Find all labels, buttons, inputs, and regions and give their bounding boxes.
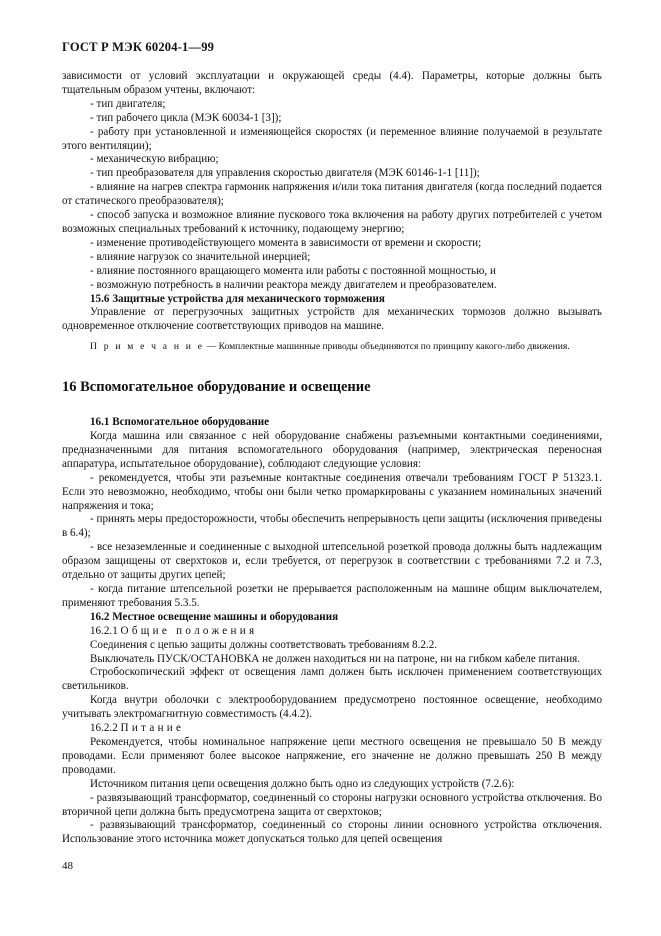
list-item: - тип преобразователя для управления скоростью двигателя (МЭК 60146-1-1 [11]);	[90, 167, 480, 180]
paragraph: Когда внутри оболочки с электрооборудованием предусмотрено постоянное освещение, необходимо учитывать электромагнитную совместимость (4.4.2).	[62, 694, 602, 721]
clause-title: Питание	[120, 722, 185, 735]
paragraph: Управление от перегрузочных защитных устройств для механических тормозов должно вызывать одновременное отключение соответствующих приводов на машине.	[62, 306, 602, 333]
list-item: - принять меры предосторожности, чтобы обеспечить непрерывность цепи защиты (исключения приведены в 6.4);	[62, 513, 602, 540]
clause-heading-16-2-2	[62, 722, 602, 736]
paragraph: Стробоскопический эффект от освещения ламп должен быть исключен применением соответствующих светильников.	[62, 666, 602, 693]
page-number: 48	[62, 860, 73, 872]
clause-number: 16.2.2	[90, 722, 118, 735]
subsection-heading-15-6: 15.6 Защитные устройства для механического торможения	[90, 292, 385, 305]
list-item: - тип двигателя;	[90, 97, 166, 110]
paragraph: зависимости от условий эксплуатации и окружающей среды (4.4). Параметры, которые должны быть тщательным образом учтены, включают:	[62, 70, 602, 96]
list-item: - работу при установленной и изменяющейся скоростях (и переменное влияние получаемой в результате этого вентиляции);	[62, 125, 602, 152]
list-item: - тип рабочего цикла (МЭК 60034-1 [3]);	[90, 111, 282, 124]
document-header: ГОСТ Р МЭК 60204-1—99	[62, 40, 215, 54]
list-item: - рекомендуется, чтобы эти разъемные контактные соединения отвечали требованиям ГОСТ Р 51323.1. Если это невозможно, необходимо, чтобы они были четко промаркированы с указанием номинальных значений напряжения и тока;	[62, 471, 602, 512]
list-item: - развязывающий трансформатор, соединенный со стороны нагрузки основного устройства отключения. Во вторичной цепи должна быть предусмотрена защита от сверхтоков;	[62, 791, 602, 818]
list-item: - развязывающий трансформатор, соединенный со стороны линии основного устройства отключения. Использование этого источника может допускаться только для цепей освещения	[62, 819, 602, 846]
paragraph: Источником питания цепи освещения должно быть одно из следующих устройств (7.2.6):	[90, 777, 515, 790]
paragraph: Когда машина или связанное с ней оборудование снабжены разъемными контактными соединениями, предназначенными для питания вспомогательного оборудования (например, электрическая переносная аппаратура, испытательное оборудование), соблюдают следующие условия:	[62, 430, 602, 470]
list-item: - механическую вибрацию;	[90, 153, 219, 166]
list-item: - влияние на нагрев спектра гармоник напряжения и/или тока питания двигателя (когда последний подается от статического преобразователя);	[62, 181, 602, 208]
paragraph: Рекомендуется, чтобы номинальное напряжение цепи местного освещения не превышало 50 В между проводами. Если применяют более высокое напряжение, его значение не должно превышать 250 В между проводами.	[62, 735, 602, 776]
paragraph: Выключатель ПУСК/ОСТАНОВКА не должен находиться ни на патроне, ни на гибком кабеле питания.	[90, 652, 581, 665]
list-item: - способ запуска и возможное влияние пускового тока включения на работу других потребителей с учетом возможных специальных требований к источнику, подающему энергию;	[62, 209, 602, 235]
list-item: - влияние постоянного вращающего момента или работы с постоянной мощностью, и	[90, 264, 496, 277]
document-body	[62, 70, 602, 847]
clause-number: 16.2.1	[90, 624, 118, 637]
clause-title: Общие положения	[120, 624, 258, 637]
section-heading-16: 16 Вспомогательное оборудование и освещение	[62, 379, 371, 396]
subsection-heading-16-1: 16.1 Вспомогательное оборудование	[90, 416, 270, 429]
list-item: - все незаземленные и соединенные с выходной штепсельной розеткой провода должны быть надлежащим образом защищены от сверхтоков и, если требуется, от перегрузок в соответствии с требованиями 7.2 и 7.3, отдельно от защиты других цепей;	[62, 541, 602, 582]
subsection-heading-16-2: 16.2 Местное освещение машины и оборудования	[90, 610, 339, 623]
list-item: - возможную потребность в наличии реактора между двигателем и преобразователем.	[90, 278, 497, 291]
note-text: — Комплектные машинные приводы объединяются по принципу какого-либо движения.	[204, 341, 570, 353]
list-item: - изменение противодействующего момента в зависимости от времени и скорости;	[90, 236, 482, 249]
note-label: П р и м е ч а н и е	[90, 341, 205, 353]
list-item: - когда питание штепсельной розетки не прерывается расположенным на машине общим выключателем, применяют требования 5.3.5.	[62, 583, 602, 609]
paragraph: Соединения с цепью защиты должны соответствовать требованиям 8.2.2.	[90, 638, 438, 651]
list-item: - влияние нагрузок со значительной инерцией;	[90, 250, 311, 263]
clause-heading-16-2-1	[62, 625, 602, 639]
note	[62, 340, 602, 353]
